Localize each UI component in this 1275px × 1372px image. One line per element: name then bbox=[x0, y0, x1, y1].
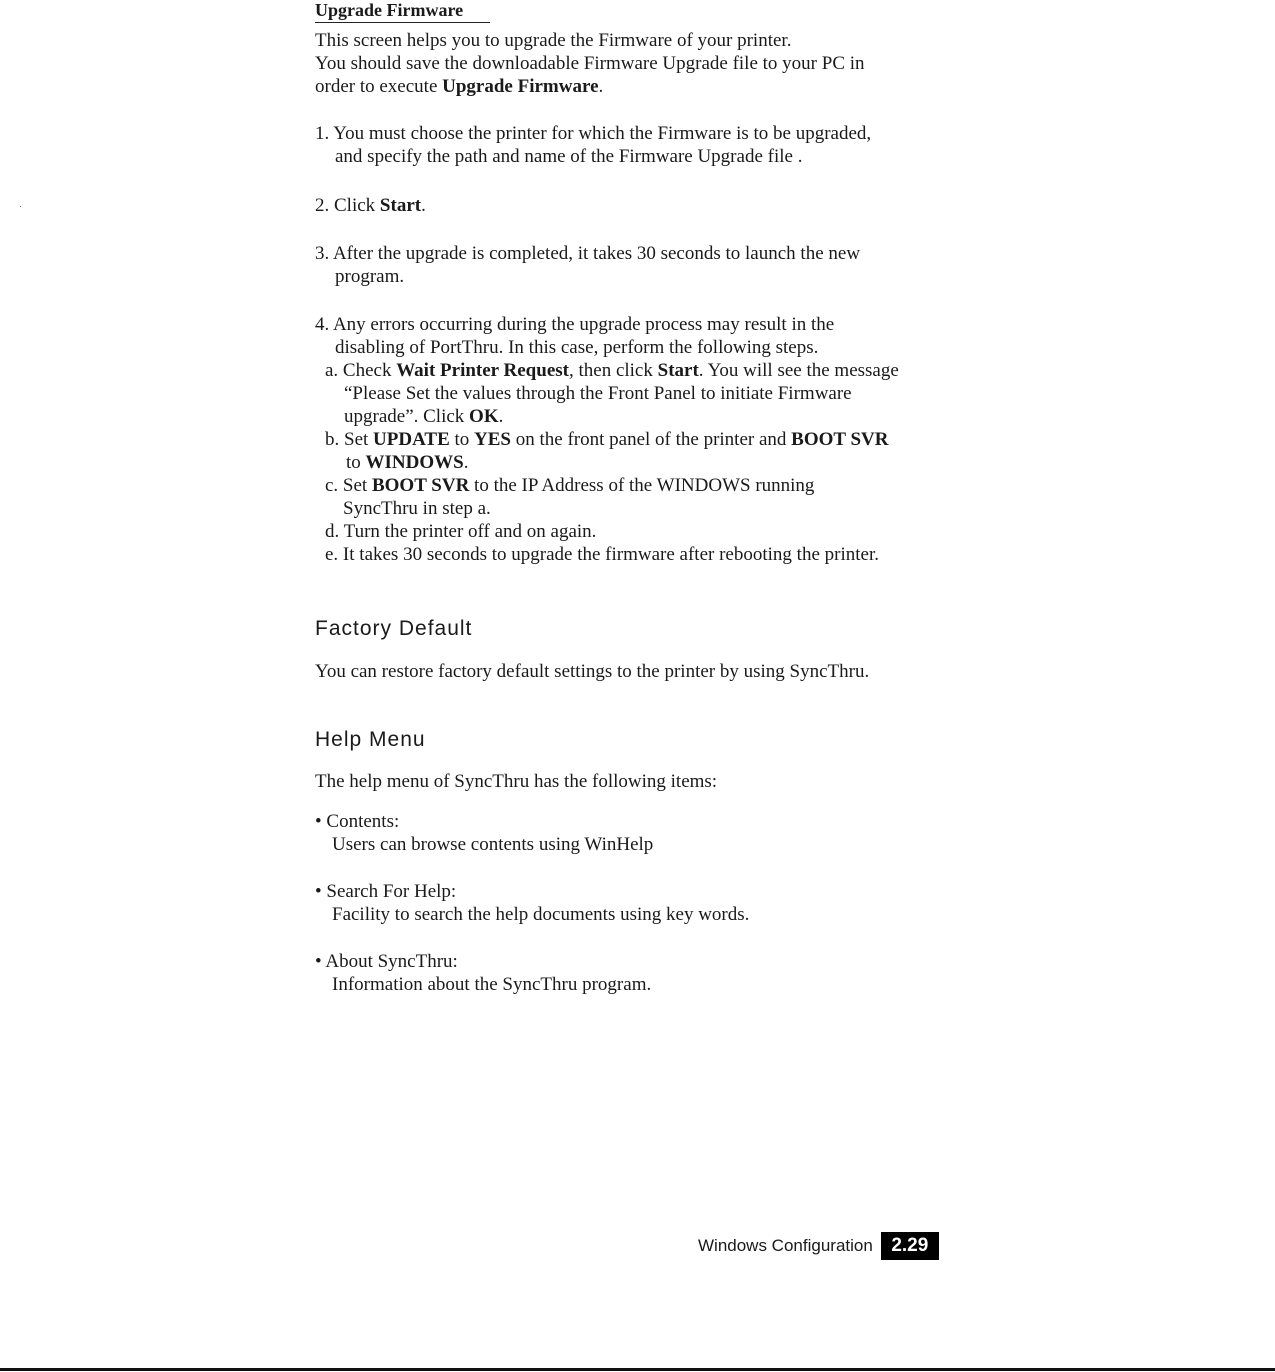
intro-line-2: You should save the downloadable Firmware Upgrade file to your PC in bbox=[315, 53, 865, 74]
upgrade-firmware-title: Upgrade Firmware bbox=[315, 0, 975, 21]
step-1: 1. You must choose the printer for which the Firmware is to be upgraded, and specify the path and name of the Firmware Upgrade file . bbox=[315, 123, 872, 167]
intro-line-1: This screen helps you to upgrade the Firmware of your printer. bbox=[315, 30, 792, 51]
step-4-number: 4. bbox=[315, 314, 330, 335]
step-2: 2. Click Start. bbox=[315, 195, 426, 216]
substep-b: b. Set UPDATE to YES on the front panel of the printer and BOOT SVR bbox=[325, 429, 889, 450]
factory-default-text: You can restore factory default settings to the printer by using SyncThru. bbox=[315, 661, 870, 682]
step-4: 4. Any errors occurring during the upgrade process may result in the disabling of PortThru. In this case, perform the following steps. a. Check Wait Printer Request, then click Start. You will see the message “Please Set the values through the Front Panel to initiate Firmware upgrade”. Click OK. b. Set UPDATE to YES on the front panel of the printer and BOOT SVR to WINDOWS. c. Set BOOT SVR to the IP Address of the WINDOWS running SyncThru in step a. d. Turn the printer off and on again. e. It takes 30 seconds to upgrade the firmware after rebooting the printer. bbox=[315, 313, 975, 566]
scan-speck bbox=[20, 206, 21, 207]
bullet-label: • Search For Help: bbox=[315, 881, 457, 902]
list-item bbox=[315, 810, 975, 856]
list-item bbox=[315, 880, 975, 926]
page-number-badge: 2.29 bbox=[881, 1232, 939, 1260]
substep-d: d. Turn the printer off and on again. bbox=[325, 521, 597, 542]
factory-default-heading: Factory Default bbox=[315, 617, 473, 640]
substep-e: e. It takes 30 seconds to upgrade the firmware after rebooting the printer. bbox=[325, 544, 879, 565]
help-menu-heading: Help Menu bbox=[315, 728, 426, 751]
page-footer bbox=[698, 1231, 939, 1261]
intro-line-3: order to execute Upgrade Firmware. bbox=[315, 76, 604, 97]
step-3: 3. After the upgrade is completed, it takes 30 seconds to launch the new program. bbox=[315, 243, 861, 287]
bullet-label: • Contents: bbox=[315, 811, 400, 832]
bullet-description: Facility to search the help documents using key words. bbox=[332, 904, 750, 925]
bullet-description: Information about the SyncThru program. bbox=[332, 974, 652, 995]
upgrade-intro bbox=[315, 29, 975, 98]
bullet-description: Users can browse contents using WinHelp bbox=[332, 834, 654, 855]
list-item bbox=[315, 950, 975, 996]
title-underline bbox=[315, 22, 490, 23]
bottom-border bbox=[0, 1368, 1275, 1371]
footer-section-title: Windows Configuration bbox=[698, 1236, 873, 1255]
step-2-number: 2. bbox=[315, 195, 330, 216]
help-menu-list bbox=[315, 810, 975, 1020]
step-1-number: 1. bbox=[315, 123, 330, 144]
step-3-number: 3. bbox=[315, 243, 330, 264]
substep-c: c. Set BOOT SVR to the IP Address of the WINDOWS running bbox=[325, 475, 815, 496]
substep-a: a. Check Wait Printer Request, then click Start. You will see the message bbox=[325, 360, 899, 381]
bullet-label: • About SyncThru: bbox=[315, 951, 458, 972]
help-menu-intro: The help menu of SyncThru has the following items: bbox=[315, 771, 718, 792]
